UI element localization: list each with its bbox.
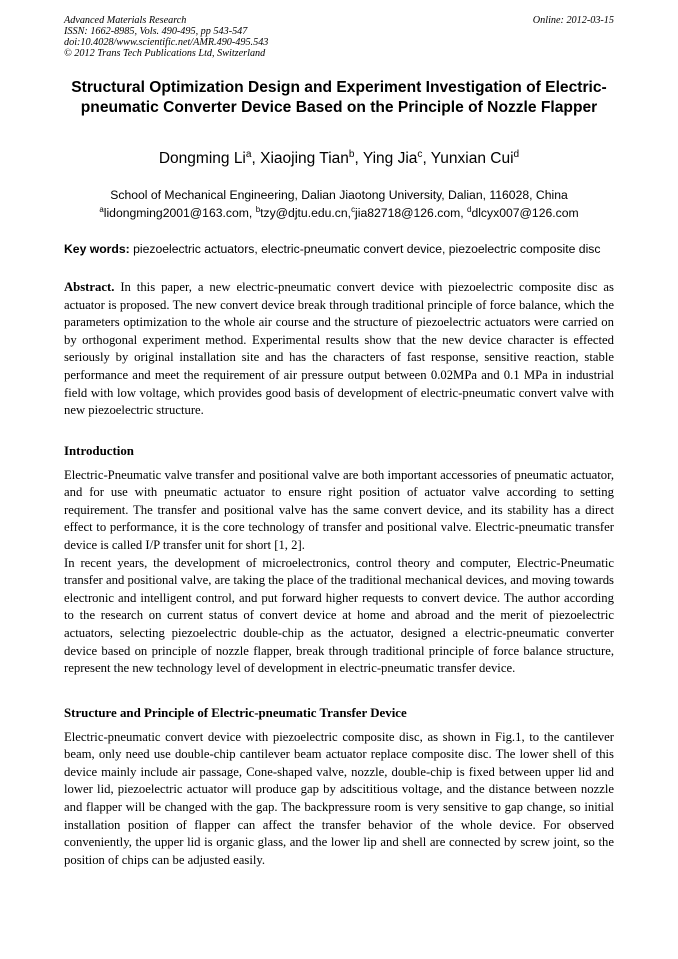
copyright: © 2012 Trans Tech Publications Ltd, Switzerland	[64, 48, 266, 59]
online-date: Online: 2012-03-15	[532, 15, 614, 26]
author-sup: b	[348, 148, 355, 160]
journal-name: Advanced Materials Research	[64, 15, 187, 26]
section-heading: Structure and Principle of Electric-pneumatic Transfer Device	[64, 706, 407, 720]
keywords-text: piezoelectric actuators, electric-pneumatic convert device, piezoelectric composite disc	[129, 242, 601, 256]
author-sup: d	[513, 148, 520, 160]
section-structure	[64, 705, 614, 869]
section-heading: Introduction	[64, 444, 134, 458]
abstract-text: In this paper, a new electric-pneumatic convert device with piezoelectric composite disc as actuator is proposed. The new convert device break through traditional principle of force balance, which the parameters optimization to the whole air course and the structure of piezoelectric actuators were carried on by orthogonal experiment method. Experimental results show that the new device character is effected seriously by original installation site and has the characters of fast response, sensitive reaction, stable performance and meet the requirement of air pressure output between 0.02MPa and 0.1 MPa in industrial field with low voltage, which provides good basis of development of electric-pneumatic convert valve with new piezoelectric structure.	[64, 280, 614, 418]
author-sup: c	[417, 148, 423, 160]
paragraph: Electric-Pneumatic valve transfer and positional valve are both important accessories of pneumatic actuator, and for use with pneumatic actuator to ensure right position of actuator valve according to setting requirement. The transfer and positional valve has the same convert device, and its stability has a direct effect to performance, it is the core technology of transfer and positional valve. Electric-pneumatic transfer device is called I/P transfer unit for short [1, 2].	[64, 467, 614, 552]
paragraph: Electric-pneumatic convert device with piezoelectric composite disc, as shown in Fig.1, to the cantilever beam, only need use double-chip cantilever beam actuator replace composite disc. The lower shell of this device mainly include air passage, Cone-shaped valve, nozzle, double-chip is fixed between upper lid and lower lid, piezoelectric actuator will produce gap by adscititious voltage, and the distance between nozzle and flapper will be changed with the gap. The backpressure room is very sensitive to gap change, so initial installation position of flapper can affect the transfer behavior of the whole device. For observed conveniently, the upper lid is organic glass, and the lower lip and shell are connected by screw joint, so the position of chips can be adjusted easily.	[64, 729, 614, 867]
abstract-label: Abstract.	[64, 280, 115, 294]
issn: ISSN: 1662-8985, Vols. 490-495, pp 543-547	[64, 26, 248, 37]
affiliation: School of Mechanical Engineering, Dalian Jiaotong University, Dalian, 116028, China	[110, 188, 568, 202]
authors: Dongming Li$^a$, Xiaojing Tian$^b$, Ying Jia$^c$, Yunxian Cui$^d$	[158, 148, 520, 167]
affiliation-block	[0, 186, 678, 222]
email: tzy@djtu.edu.cn,	[260, 206, 352, 220]
emails	[0, 204, 678, 222]
doi: doi:10.4028/www.scientific.net/AMR.490-495.543	[64, 37, 269, 48]
author: Dongming Li	[158, 150, 246, 167]
author-sup: a	[245, 148, 252, 160]
author: Ying Jia	[362, 150, 418, 167]
email-sup: a	[99, 204, 104, 214]
email: jia82718@126.com,	[355, 206, 468, 220]
paragraph: In recent years, the development of microelectronics, control theory and computer, Electric-Pneumatic transfer and positional valve, are taking the place of the traditional mechanical devices, and moving towards electronic and intelligent control, and put forward higher requests to convert device. The author according to the research on current status of convert device at home and abroad and the merit of piezoelectric actuators, selecting piezoelectric double-chip as the actuator, designed a electric-pneumatic converter device based on principle of nozzle flapper, break through traditional principle of force balance structure, represent the new technology level of development in electric-pneumatic transfer device.	[64, 555, 614, 676]
paper-title: Structural Optimization Design and Experiment Investigation of Electric-pneumatic Converter Device Based on the Principle of Nozzle Flapper	[71, 79, 607, 116]
journal-header	[64, 15, 268, 59]
email-sup: b	[255, 204, 261, 214]
abstract	[64, 279, 614, 420]
section-introduction	[64, 443, 614, 678]
email-sup: d	[467, 204, 472, 214]
keywords	[64, 242, 624, 256]
author: Yunxian Cui	[430, 150, 514, 167]
email-sup: c	[351, 204, 356, 214]
author: Xiaojing Tian	[260, 150, 349, 167]
keywords-label: Key words:	[64, 242, 130, 256]
email: dlcyx007@126.com	[471, 206, 579, 220]
email: lidongming2001@163.com,	[103, 206, 256, 220]
